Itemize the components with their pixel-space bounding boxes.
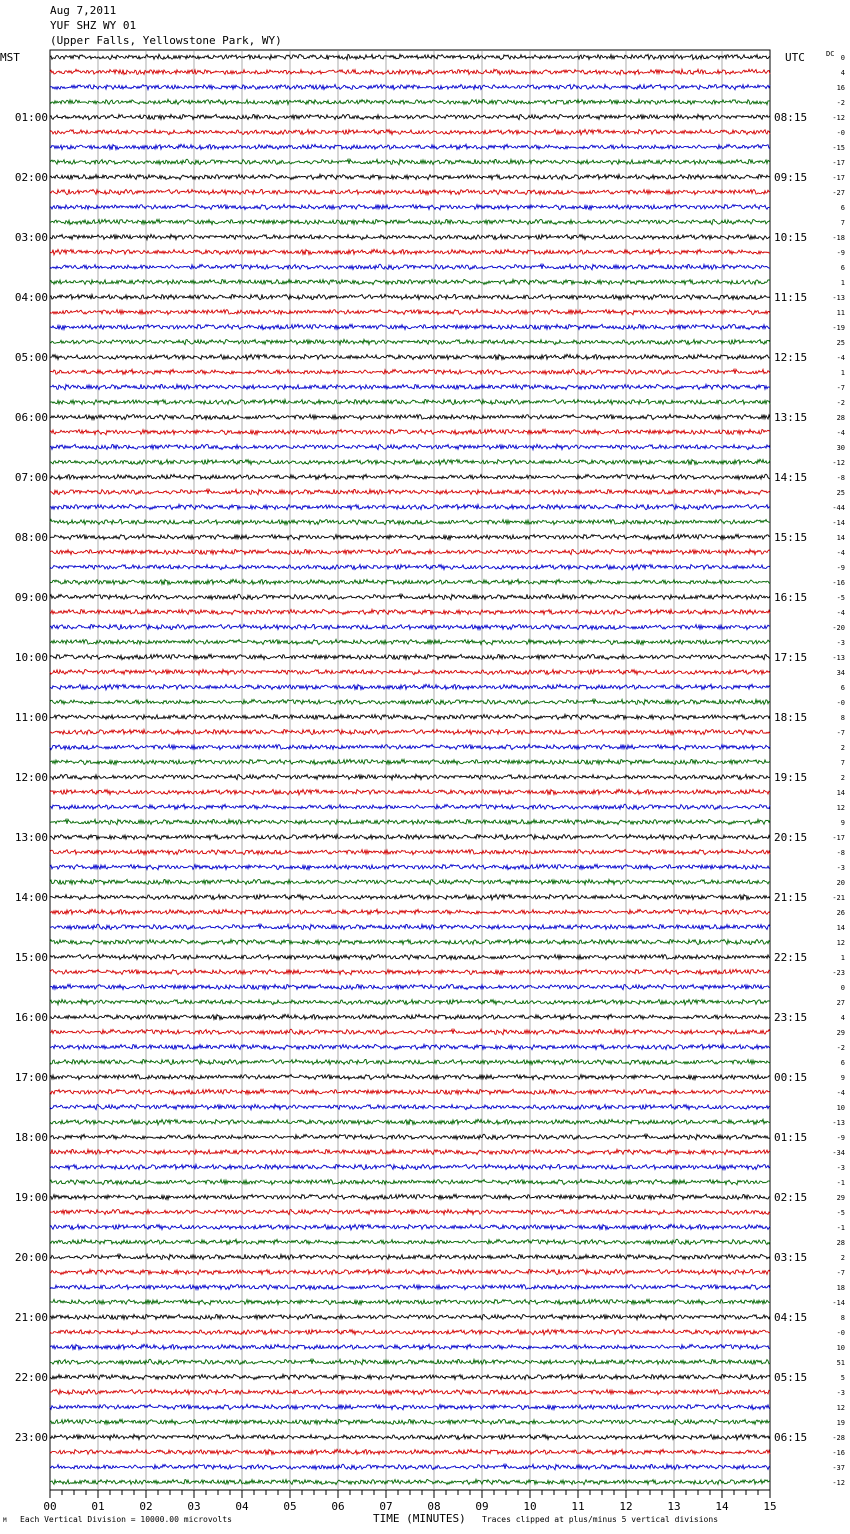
seismic-trace: [50, 429, 770, 435]
seismic-trace: [50, 924, 770, 930]
dc-offset-label: 0: [840, 54, 845, 62]
seismic-trace: [50, 819, 770, 824]
dc-offset-label: 7: [840, 219, 845, 227]
seismic-trace: [50, 804, 770, 809]
x-tick-label: 04: [235, 1500, 249, 1513]
utc-hour-label: 11:15: [774, 291, 808, 304]
scale-note: Each Vertical Division = 10000.00 microvolts: [20, 1515, 232, 1524]
dc-offset-label: 7: [840, 759, 845, 767]
seismic-trace: [50, 1134, 770, 1140]
dc-offset-label: -8: [836, 849, 845, 857]
seismic-trace: [50, 189, 770, 194]
seismic-trace: [50, 520, 770, 525]
mst-hour-label: 16:00: [14, 1011, 48, 1024]
clip-note: Traces clipped at plus/minus 5 vertical divisions: [482, 1515, 719, 1524]
dc-offset-label: -20: [832, 624, 845, 632]
seismic-trace: [50, 130, 770, 135]
seismic-trace: [50, 939, 770, 944]
dc-offset-label: 11: [836, 309, 845, 317]
station-id: YUF SHZ WY 01: [50, 19, 137, 32]
x-tick-label: 14: [715, 1500, 729, 1513]
mst-hour-label: 12:00: [14, 771, 48, 784]
utc-axis-label: UTC: [785, 51, 805, 64]
dc-offset-label: -3: [836, 639, 845, 647]
mst-axis-label: MST: [0, 51, 20, 64]
seismic-trace: [50, 684, 770, 690]
seismic-trace: [50, 504, 770, 509]
utc-hour-label: 14:15: [774, 471, 808, 484]
dc-offset-label: -1: [836, 1179, 845, 1187]
seismic-trace: [50, 294, 770, 299]
utc-hour-label: 16:15: [774, 591, 808, 604]
seismic-trace: [50, 1359, 770, 1365]
dc-offset-label: 6: [840, 204, 845, 212]
utc-hour-label: 02:15: [774, 1191, 808, 1204]
utc-hour-label: 20:15: [774, 831, 808, 844]
dc-offset-label: -3: [836, 1389, 845, 1397]
mst-hour-label: 21:00: [14, 1311, 48, 1324]
mst-hour-label: 05:00: [14, 351, 48, 364]
dc-offset-label: 6: [840, 1059, 845, 1067]
x-tick-label: 12: [619, 1500, 633, 1513]
dc-offset-label: -7: [836, 1269, 845, 1277]
dc-offset-label: -0: [836, 129, 845, 137]
dc-offset-label: -3: [836, 1164, 845, 1172]
seismic-trace: [50, 654, 770, 659]
utc-hour-label: 09:15: [774, 171, 808, 184]
seismic-trace: [50, 1044, 770, 1049]
seismic-trace: [50, 174, 770, 179]
mst-hour-label: 06:00: [14, 411, 48, 424]
dc-offset-label: -9: [836, 1134, 845, 1142]
mst-hour-label: 15:00: [14, 951, 48, 964]
seismic-trace: [50, 354, 770, 360]
dc-offset-label: -4: [836, 354, 845, 362]
dc-offset-label: 14: [836, 789, 845, 797]
seismic-trace: [50, 1344, 770, 1349]
seismic-trace: [50, 579, 770, 584]
seismic-trace: [50, 909, 770, 914]
seismic-trace: [50, 309, 770, 314]
x-axis: [43, 1490, 776, 1513]
seismic-trace: [50, 744, 770, 749]
dc-offset-label: -21: [832, 894, 845, 902]
utc-hour-label: 08:15: [774, 111, 808, 124]
dc-offset-label: -2: [836, 1044, 845, 1052]
dc-offset-label: 8: [840, 714, 845, 722]
corner-mark: M: [3, 1517, 7, 1524]
dc-offset-label: -13: [832, 294, 845, 302]
dc-offset-label: 18: [836, 1284, 845, 1292]
dc-offset-label: -13: [832, 1119, 845, 1127]
utc-hour-label: 03:15: [774, 1251, 808, 1264]
dc-offset-label: 9: [840, 1074, 845, 1082]
dc-offset-label: -16: [832, 579, 845, 587]
dc-offset-label: -1: [836, 1224, 845, 1232]
mst-hour-label: 17:00: [14, 1071, 48, 1084]
dc-offset-label: 12: [836, 1404, 845, 1412]
x-tick-label: 13: [667, 1500, 681, 1513]
utc-hour-label: 06:15: [774, 1431, 808, 1444]
dc-offset-label: -12: [832, 459, 845, 467]
seismic-trace: [50, 219, 770, 224]
seismic-trace: [50, 1285, 770, 1290]
seismic-trace: [50, 324, 770, 329]
x-tick-label: 03: [187, 1500, 201, 1513]
station-location: (Upper Falls, Yellowstone Park, WY): [50, 34, 282, 47]
utc-hour-label: 12:15: [774, 351, 808, 364]
mst-hour-label: 13:00: [14, 831, 48, 844]
dc-offset-label: -12: [832, 114, 845, 122]
dc-offset-label: 8: [840, 1314, 845, 1322]
dc-offset-label: -9: [836, 249, 845, 257]
dc-offset-label: -0: [836, 699, 845, 707]
dc-offset-label: 14: [836, 924, 845, 932]
seismic-trace: [50, 969, 770, 975]
dc-offset-label: 25: [836, 489, 845, 497]
dc-offset-label: -7: [836, 384, 845, 392]
seismic-trace: [50, 1330, 770, 1335]
dc-offset-label: 14: [836, 534, 845, 542]
seismic-trace: [50, 399, 770, 404]
dc-offset-label: -2: [836, 99, 845, 107]
seismic-trace: [50, 1479, 770, 1484]
utc-hour-label: 00:15: [774, 1071, 808, 1084]
seismic-trace: [50, 789, 770, 795]
dc-offset-label: -17: [832, 834, 845, 842]
dc-offset-label: -18: [832, 234, 845, 242]
dc-offset-label: 28: [836, 1239, 845, 1247]
seismic-trace: [50, 1029, 770, 1035]
seismic-trace: [50, 759, 770, 764]
dc-offset-label: 9: [840, 819, 845, 827]
seismic-trace: [50, 159, 770, 165]
utc-hour-label: 19:15: [774, 771, 808, 784]
dc-offset-label: 2: [840, 774, 845, 782]
dc-offset-label: -2: [836, 399, 845, 407]
seismic-trace: [50, 955, 770, 960]
dc-offset-label: -14: [832, 1299, 845, 1307]
x-tick-label: 01: [91, 1500, 105, 1513]
dc-offset-label: 20: [836, 879, 845, 887]
seismic-trace: [50, 984, 770, 989]
mst-hour-label: 07:00: [14, 471, 48, 484]
seismic-trace: [50, 1119, 770, 1125]
x-tick-label: 08: [427, 1500, 441, 1513]
seismic-trace: [50, 1074, 770, 1079]
seismic-trace: [50, 384, 770, 389]
dc-offset-label: 2: [840, 744, 845, 752]
x-tick-label: 10: [523, 1500, 537, 1513]
dc-offset-label: -44: [832, 504, 845, 512]
mst-hour-label: 11:00: [14, 711, 48, 724]
dc-offset-label: -14: [832, 519, 845, 527]
seismic-trace: [50, 1179, 770, 1184]
dc-offset-label: 10: [836, 1104, 845, 1112]
seismic-trace: [50, 834, 770, 839]
seismic-trace: [50, 234, 770, 239]
dc-offset-label: -12: [832, 1479, 845, 1487]
dc-offset-label: 5: [840, 1374, 845, 1382]
x-axis-title: TIME (MINUTES): [373, 1512, 466, 1525]
dc-offset-label: 12: [836, 939, 845, 947]
utc-hour-label: 18:15: [774, 711, 808, 724]
seismic-trace: [50, 489, 770, 494]
seismic-trace: [50, 1449, 770, 1454]
seismic-trace: [50, 1239, 770, 1244]
utc-hour-label: 01:15: [774, 1131, 808, 1144]
mst-hour-label: 08:00: [14, 531, 48, 544]
seismic-trace: [50, 369, 770, 374]
seismic-trace: [50, 414, 770, 419]
seismic-trace: [50, 714, 770, 719]
mst-hour-label: 04:00: [14, 291, 48, 304]
dc-offset-label: -28: [832, 1434, 845, 1442]
dc-offset-label: -5: [836, 594, 845, 602]
seismic-trace: [50, 144, 770, 149]
seismic-trace: [50, 1209, 770, 1214]
dc-offset-label: 4: [840, 69, 845, 77]
seismic-trace: [50, 1104, 770, 1109]
dc-offset-label: 16: [836, 84, 845, 92]
seismic-trace: [50, 1404, 770, 1409]
dc-offset-label: 51: [836, 1359, 845, 1367]
seismic-trace: [50, 1419, 770, 1424]
seismic-trace: [50, 474, 770, 479]
seismic-trace: [50, 114, 770, 119]
seismic-trace: [50, 1089, 770, 1094]
dc-offset-label: -9: [836, 564, 845, 572]
dc-offset-label: 6: [840, 264, 845, 272]
seismic-trace: [50, 204, 770, 209]
utc-hour-label: 22:15: [774, 951, 808, 964]
seismic-trace: [50, 1464, 770, 1470]
dc-offset-label: -0: [836, 1329, 845, 1337]
seismic-trace: [50, 849, 770, 854]
dc-offset-label: -4: [836, 429, 845, 437]
dc-offset-label: 19: [836, 1419, 845, 1427]
mst-hour-label: 22:00: [14, 1371, 48, 1384]
seismic-trace: [50, 1194, 770, 1199]
seismic-trace: [50, 1014, 770, 1019]
dc-offset-label: 4: [840, 1014, 845, 1022]
mst-hour-label: 19:00: [14, 1191, 48, 1204]
seismic-trace: [50, 249, 770, 255]
seismic-trace: [50, 1434, 770, 1439]
dc-offset-label: 26: [836, 909, 845, 917]
seismic-trace: [50, 1390, 770, 1395]
utc-hour-label: 23:15: [774, 1011, 808, 1024]
dc-offset-label: -8: [836, 474, 845, 482]
seismic-trace: [50, 264, 770, 270]
seismic-trace: [50, 1269, 770, 1274]
utc-hour-label: 10:15: [774, 231, 808, 244]
mst-hour-label: 02:00: [14, 171, 48, 184]
dc-offset-label: 27: [836, 999, 845, 1007]
dc-offset-label: -4: [836, 609, 845, 617]
dc-offset-label: -23: [832, 969, 845, 977]
seismic-trace: [50, 1224, 770, 1230]
mst-hour-label: 18:00: [14, 1131, 48, 1144]
seismic-trace: [50, 565, 770, 570]
seismic-trace: [50, 85, 770, 90]
seismic-trace: [50, 864, 770, 870]
seismic-trace: [50, 999, 770, 1004]
dc-offset-label: 1: [840, 369, 845, 377]
dc-offset-label: 28: [836, 414, 845, 422]
seismic-trace: [50, 279, 770, 284]
seismic-trace: [50, 339, 770, 344]
dc-offset-label: 10: [836, 1344, 845, 1352]
seismic-traces: [50, 54, 770, 1484]
x-tick-label: 09: [475, 1500, 489, 1513]
utc-hour-label: 13:15: [774, 411, 808, 424]
dc-offset-label: -13: [832, 654, 845, 662]
dc-offset-label: 25: [836, 339, 845, 347]
dc-offset-label: 6: [840, 684, 845, 692]
dc-offset-label: 34: [836, 669, 845, 677]
dc-offset-label: -5: [836, 1209, 845, 1217]
dc-offset-label: 30: [836, 444, 845, 452]
seismic-trace: [50, 534, 770, 540]
utc-hour-label: 21:15: [774, 891, 808, 904]
x-tick-label: 00: [43, 1500, 57, 1513]
seismic-trace: [50, 1254, 770, 1259]
seismic-trace: [50, 699, 770, 705]
seismic-trace: [50, 1149, 770, 1154]
mst-hour-label: 14:00: [14, 891, 48, 904]
dc-offset-label: -4: [836, 1089, 845, 1097]
seismic-trace: [50, 639, 770, 644]
seismic-trace: [50, 69, 770, 74]
mst-hour-label: 23:00: [14, 1431, 48, 1444]
seismic-trace: [50, 54, 770, 59]
dc-offset-label: -17: [832, 159, 845, 167]
mst-hour-label: 03:00: [14, 231, 48, 244]
x-tick-label: 02: [139, 1500, 153, 1513]
utc-hour-label: 17:15: [774, 651, 808, 664]
seismic-trace: [50, 669, 770, 674]
seismic-trace: [50, 609, 770, 614]
mst-hour-label: 01:00: [14, 111, 48, 124]
dc-offset-label: -19: [832, 324, 845, 332]
dc-offset-label: -27: [832, 189, 845, 197]
seismic-trace: [50, 459, 770, 465]
dc-offset-label: -7: [836, 729, 845, 737]
seismic-trace: [50, 1059, 770, 1064]
seismic-trace: [50, 624, 770, 629]
dc-offset-labels: [832, 54, 845, 1487]
dc-offset-label: 29: [836, 1194, 845, 1202]
x-tick-label: 06: [331, 1500, 345, 1513]
mst-hour-label: 09:00: [14, 591, 48, 604]
x-tick-label: 05: [283, 1500, 297, 1513]
seismic-trace: [50, 549, 770, 554]
dc-offset-label: 0: [840, 984, 845, 992]
mst-hour-label: 10:00: [14, 651, 48, 664]
seismic-trace: [50, 895, 770, 900]
seismic-trace: [50, 729, 770, 734]
dc-offset-label: -37: [832, 1464, 845, 1472]
seismic-trace: [50, 444, 770, 449]
seismic-trace: [50, 879, 770, 884]
utc-hour-label: 15:15: [774, 531, 808, 544]
seismic-trace: [50, 1314, 770, 1319]
dc-offset-label: -34: [832, 1149, 845, 1157]
seismic-trace: [50, 774, 770, 779]
seismic-trace: [50, 1374, 770, 1379]
mst-hour-label: 20:00: [14, 1251, 48, 1264]
dc-offset-label: 1: [840, 279, 845, 287]
utc-hour-label: 05:15: [774, 1371, 808, 1384]
dc-offset-label: 29: [836, 1029, 845, 1037]
seismic-trace: [50, 99, 770, 104]
dc-offset-label: 2: [840, 1254, 845, 1262]
dc-offset-label: -3: [836, 864, 845, 872]
seismic-trace: [50, 1164, 770, 1169]
dc-header: DC: [826, 50, 835, 58]
seismic-trace: [50, 594, 770, 600]
dc-offset-label: 1: [840, 954, 845, 962]
dc-offset-label: -16: [832, 1449, 845, 1457]
seismic-trace: [50, 1299, 770, 1305]
record-date: Aug 7,2011: [50, 4, 117, 17]
utc-hour-label: 04:15: [774, 1311, 808, 1324]
x-tick-label: 07: [379, 1500, 393, 1513]
x-tick-label: 15: [763, 1500, 777, 1513]
dc-offset-label: -15: [832, 144, 845, 152]
dc-offset-label: -17: [832, 174, 845, 182]
dc-offset-label: -4: [836, 549, 845, 557]
dc-offset-label: 12: [836, 804, 845, 812]
x-tick-label: 11: [571, 1500, 585, 1513]
